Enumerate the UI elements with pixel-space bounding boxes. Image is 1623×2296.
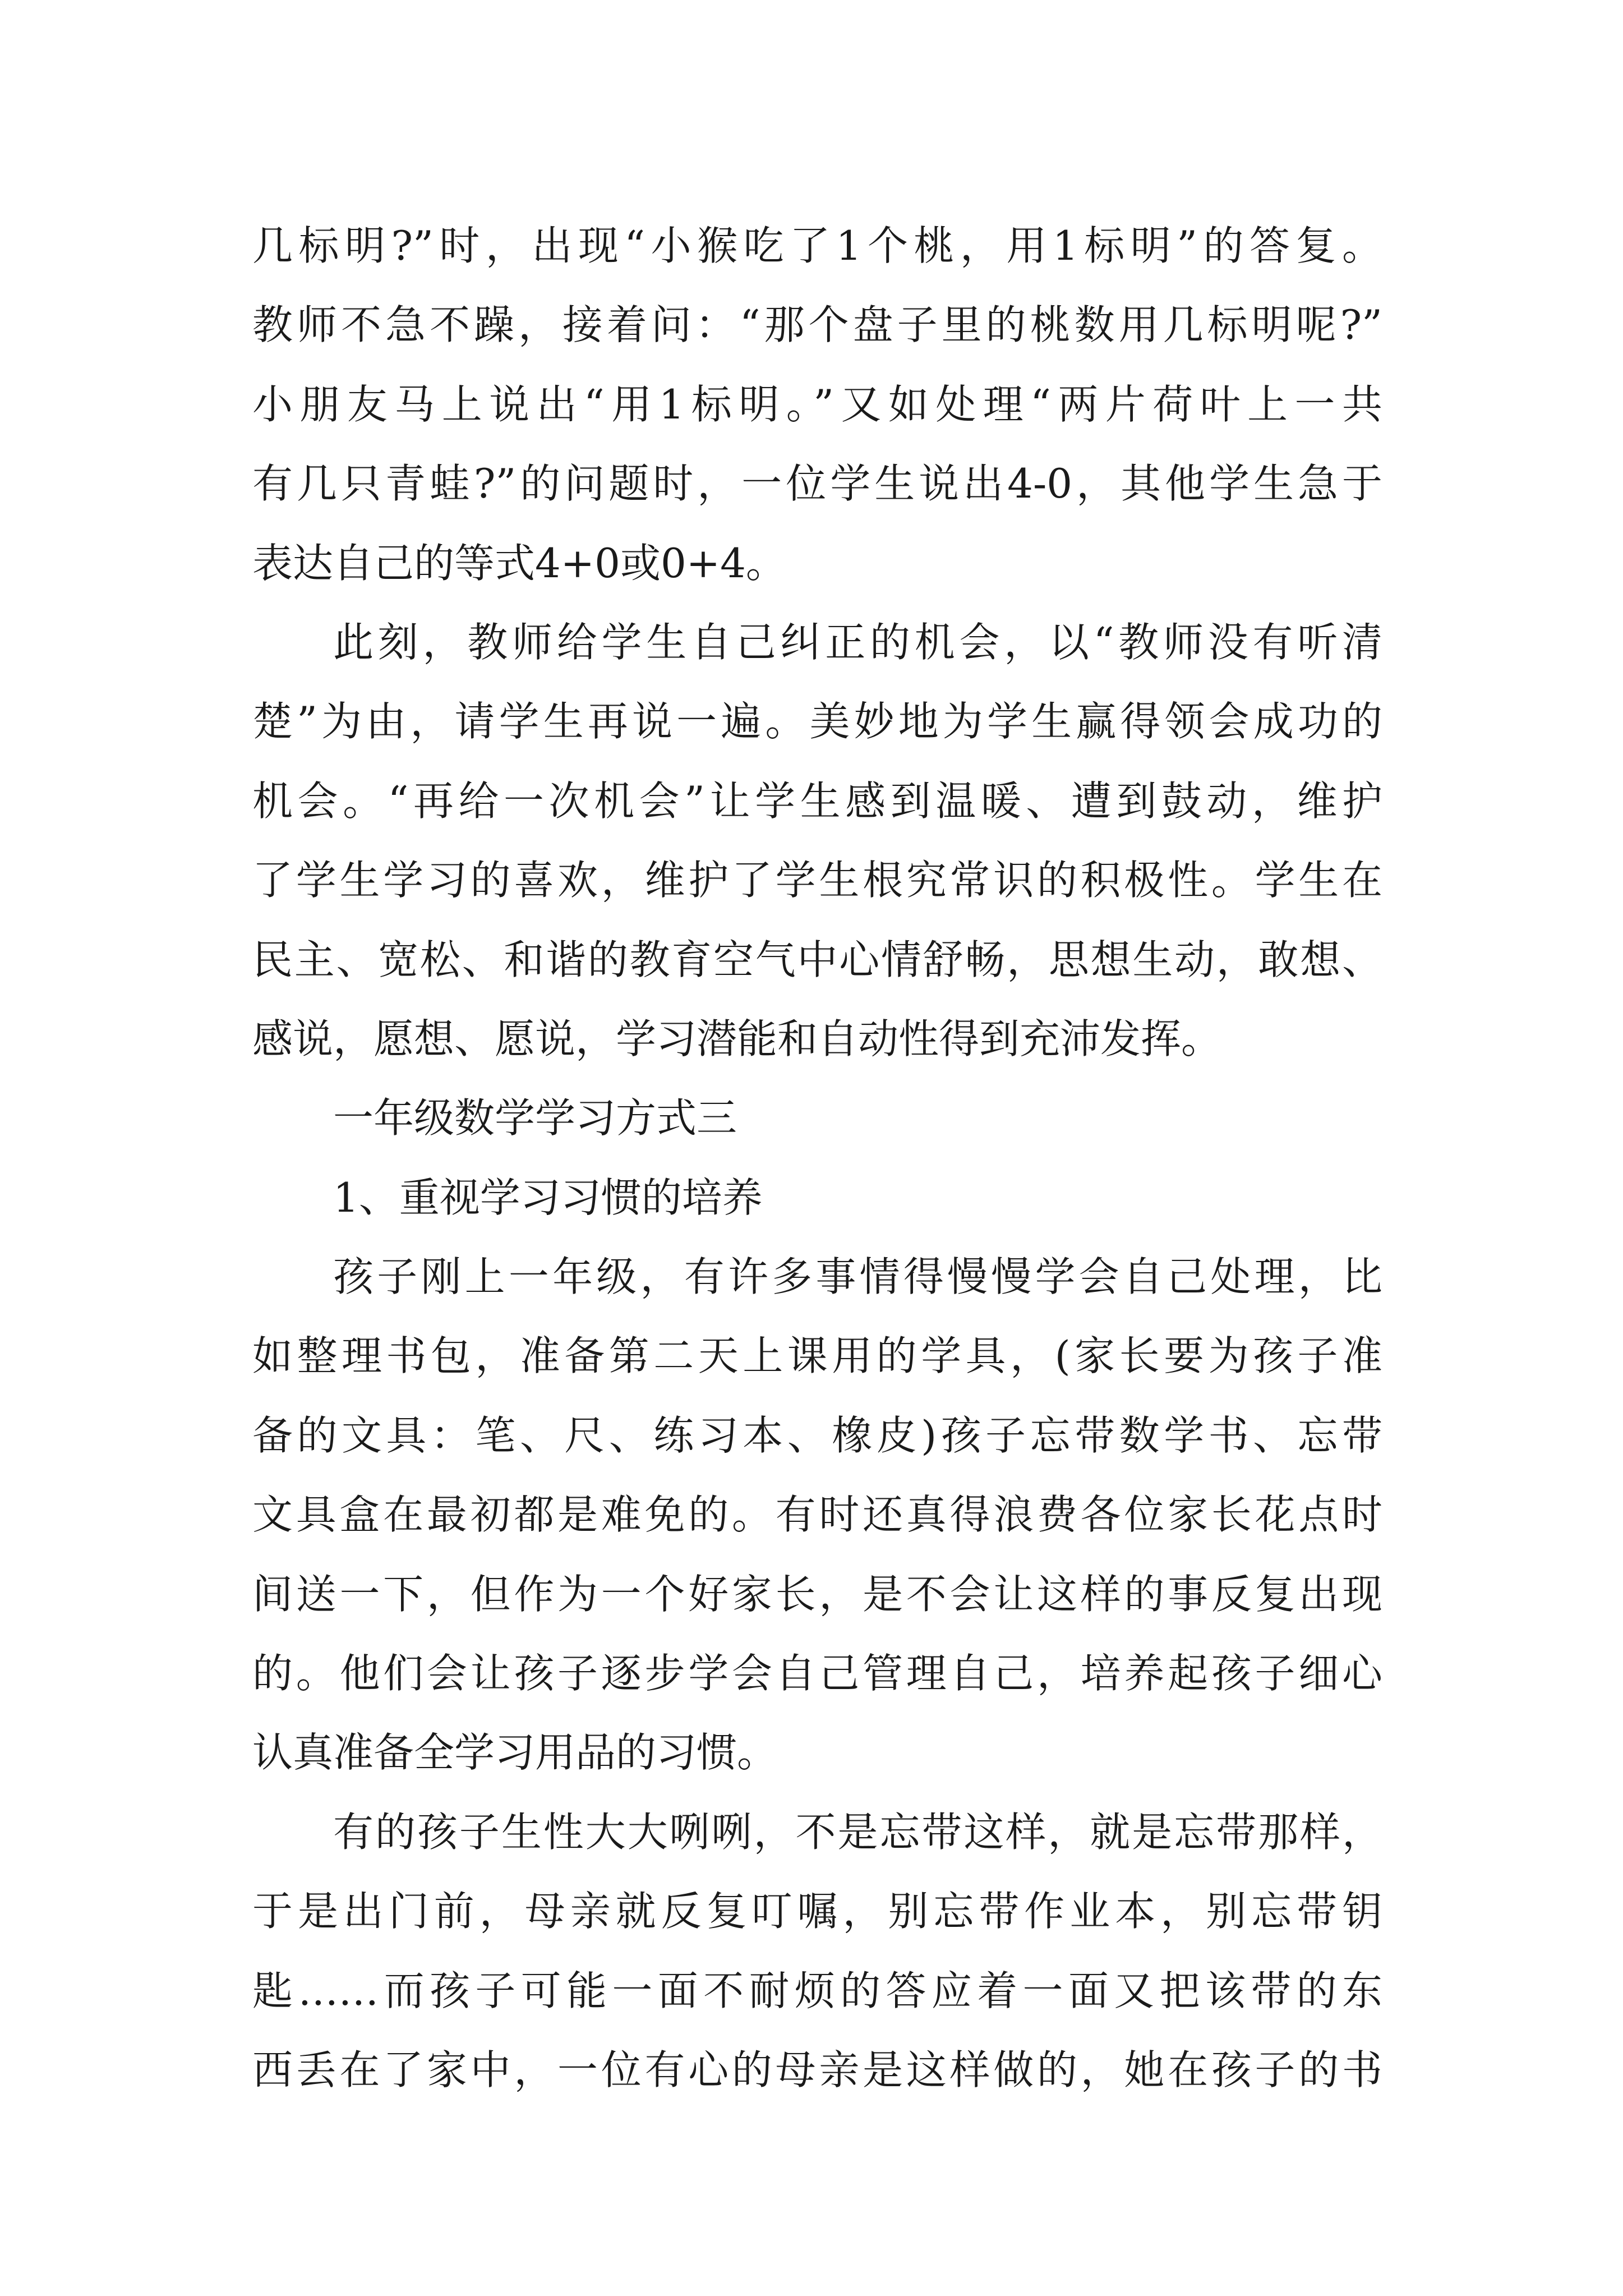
text-line: 机会。“再给一次机会”让学生感到温暖、遭到鼓动，维护 <box>252 777 1382 825</box>
text-line: 备的文具：笔、尺、练习本、橡皮)孩子忘带数学书、忘带 <box>252 1411 1382 1459</box>
paragraph-first-line: 此刻，教师给学生自己纠正的机会，以“教师没有听清 <box>333 618 1382 666</box>
text-line: 文具盒在最初都是难免的。有时还真得浪费各位家长花点时 <box>252 1491 1382 1539</box>
paragraph-first-line: 有的孩子生性大大咧咧，不是忘带这样，就是忘带那样， <box>333 1808 1382 1856</box>
body-text <box>252 206 1382 2110</box>
text-line: 间送一下，但作为一个好家长，是不会让这样的事反复出现 <box>252 1570 1382 1618</box>
text-line: 匙……而孩子可能一面不耐烦的答应着一面又把该带的东 <box>252 1967 1382 2014</box>
text-line: 表达自己的等式4+0或0+4。 <box>252 539 786 587</box>
text-line: 几标明?”时，出现“小猴吃了1个桃，用1标明”的答复。 <box>252 222 1382 269</box>
text-line: 小朋友马上说出“用1标明。”又如处理“两片荷叶上一共 <box>252 380 1382 428</box>
text-line: 有几只青蛙?”的问题时，一位学生说出4-0，其他学生急于 <box>252 460 1382 508</box>
paragraph-first-line: 孩子刚上一年级，有许多事情得慢慢学会自己处理，比 <box>333 1253 1382 1301</box>
text-line: 如整理书包，准备第二天上课用的学具，(家长要为孩子准 <box>252 1332 1382 1380</box>
text-line: 感说，愿想、愿说，学习潜能和自动性得到充沛发挥。 <box>252 1015 1222 1062</box>
subsection-heading: 1、重视学习习惯的培养 <box>333 1174 763 1221</box>
text-line: 西丢在了家中，一位有心的母亲是这样做的，她在孩子的书 <box>252 2046 1382 2093</box>
text-line: 的。他们会让孩子逐步学会自己管理自己，培养起孩子细心 <box>252 1650 1382 1697</box>
text-line: 楚”为由，请学生再说一遍。美妙地为学生赢得领会成功的 <box>252 698 1382 746</box>
section-heading: 一年级数学学习方式三 <box>333 1094 737 1142</box>
text-line: 民主、宽松、和谐的教育空气中心情舒畅，思想生动，敢想、 <box>252 936 1382 983</box>
text-line: 了学生学习的喜欢，维护了学生根究常识的积极性。学生在 <box>252 857 1382 904</box>
text-line: 认真准备全学习用品的习惯。 <box>252 1729 778 1777</box>
text-line: 教师不急不躁，接着问：“那个盘子里的桃数用几标明呢?” <box>252 301 1382 349</box>
text-line: 于是出门前，母亲就反复叮嘱，别忘带作业本，别忘带钥 <box>252 1888 1382 1935</box>
